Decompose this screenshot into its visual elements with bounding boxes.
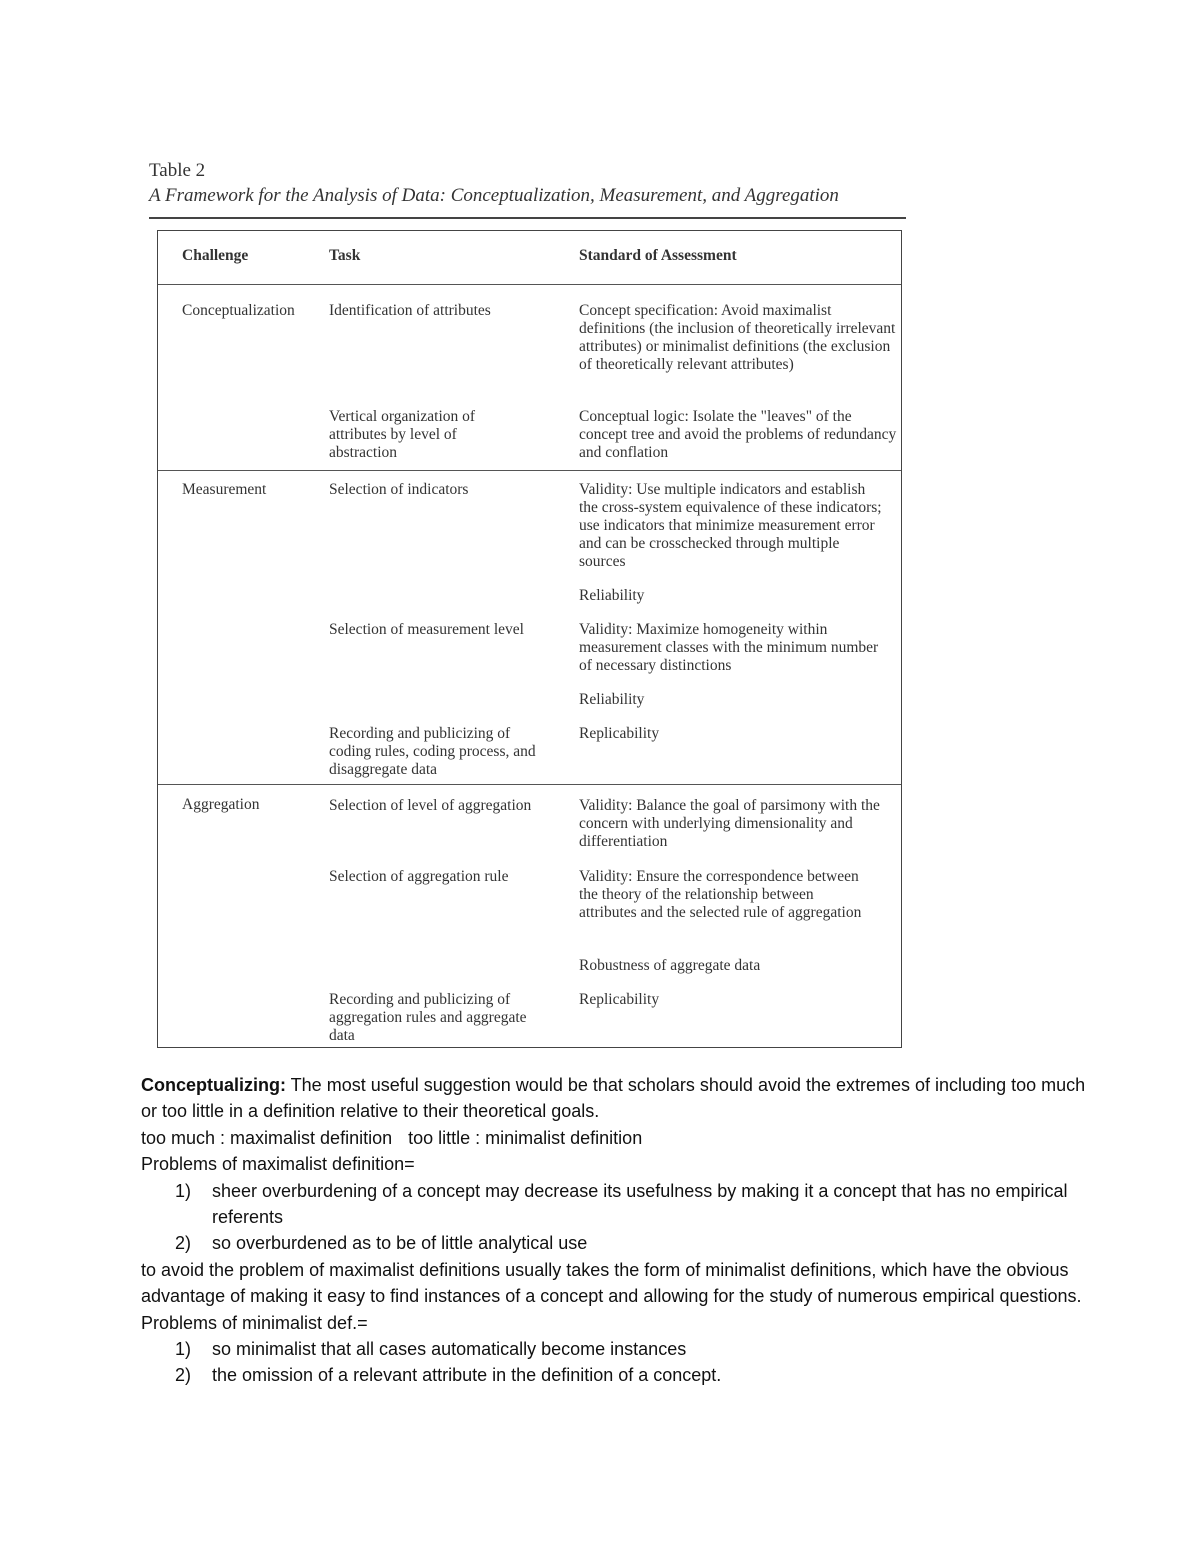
- list-text: so overburdened as to be of little analytical use: [212, 1233, 588, 1254]
- intro-paragraph: [141, 1072, 1101, 1125]
- header-challenge: Challenge: [182, 247, 249, 264]
- list-text: sheer overburdening of a concept may decrease its usefulness by making it a concept that has no empirical referents: [212, 1180, 1068, 1228]
- header-standard: Standard of Assessment: [579, 247, 737, 264]
- task-cell: Recording and publicizing of coding rules, coding process, and disaggregate data: [329, 725, 536, 778]
- task-cell: Selection of aggregation rule: [329, 868, 509, 885]
- standard-cell: Replicability: [579, 991, 660, 1008]
- list-item: [141, 1178, 1101, 1231]
- max-problems-heading: Problems of maximalist definition=: [141, 1154, 415, 1175]
- definition-line: [141, 1125, 1101, 1151]
- notes: [141, 1072, 1101, 1389]
- standard-cell: Replicability: [579, 725, 660, 742]
- challenge-conceptualization: Conceptualization: [182, 302, 295, 319]
- list-number: 2): [175, 1233, 192, 1254]
- task-cell: Selection of indicators: [329, 481, 469, 498]
- list-item: [141, 1362, 1101, 1388]
- framework-table: [157, 230, 902, 1048]
- task-cell: Selection of measurement level: [329, 621, 524, 638]
- header-divider: [158, 284, 901, 285]
- section-divider: [158, 784, 901, 785]
- task-cell: Identification of attributes: [329, 302, 491, 319]
- list-text: so minimalist that all cases automatically become instances: [212, 1339, 687, 1360]
- standard-cell: Validity: Use multiple indicators and establish the cross-system equivalence of these indicators; use indicators that minimize measurement error and can be crosschecked through multiple sources: [579, 481, 882, 570]
- challenge-measurement: Measurement: [182, 481, 267, 498]
- task-cell: Vertical organization of attributes by level of abstraction: [329, 408, 476, 461]
- standard-cell: Validity: Balance the goal of parsimony with the concern with underlying dimensionality and differentiation: [579, 797, 880, 850]
- task-cell: Recording and publicizing of aggregation rules and aggregate data: [329, 991, 527, 1044]
- list-text: the omission of a relevant attribute in the definition of a concept.: [212, 1365, 722, 1386]
- standard-cell: Validity: Maximize homogeneity within measurement classes with the minimum number of necessary distinctions: [579, 621, 879, 674]
- list-number: 1): [175, 1339, 192, 1360]
- standard-cell: Reliability: [579, 587, 645, 604]
- min-paragraph: to avoid the problem of maximalist definitions usually takes the form of minimalist definitions, which have the obvious advantage of making it easy to find instances of a concept and allowing for the study of numerous empirical questions. Problems of minimalist def.=: [141, 1259, 1082, 1333]
- list-number: 2): [175, 1365, 192, 1386]
- too-much-text: too much : maximalist definition: [141, 1127, 393, 1148]
- standard-cell: Conceptual logic: Isolate the "leaves" of the concept tree and avoid the problems of redundancy and conflation: [579, 408, 897, 461]
- task-cell: Selection of level of aggregation: [329, 797, 532, 814]
- list-number: 1): [175, 1180, 192, 1201]
- standard-cell: Reliability: [579, 691, 645, 708]
- intro-text: The most useful suggestion would be that scholars should avoid the extremes of including too much or too little in a definition relative to their theoretical goals.: [141, 1075, 1086, 1122]
- standard-cell: Validity: Ensure the correspondence between the theory of the relationship between attributes and the selected rule of aggregation: [579, 868, 862, 921]
- table-number: Table 2: [149, 160, 206, 181]
- table-title: A Framework for the Analysis of Data: Conceptualization, Measurement, and Aggregation: [149, 185, 839, 206]
- section-divider: [158, 470, 901, 471]
- intro-label: Conceptualizing:: [141, 1075, 286, 1095]
- standard-cell: Robustness of aggregate data: [579, 957, 761, 974]
- list-item: [141, 1336, 1101, 1362]
- too-little-text: too little : minimalist definition: [408, 1127, 643, 1148]
- list-item: [141, 1230, 1101, 1256]
- title-rule: [149, 217, 906, 219]
- challenge-aggregation: Aggregation: [182, 796, 260, 813]
- header-task: Task: [329, 247, 361, 264]
- standard-cell: Concept specification: Avoid maximalist definitions (the inclusion of theoretically irrelevant attributes) or minimalist definitions (the exclusion of theoretically relevant attributes): [579, 302, 896, 373]
